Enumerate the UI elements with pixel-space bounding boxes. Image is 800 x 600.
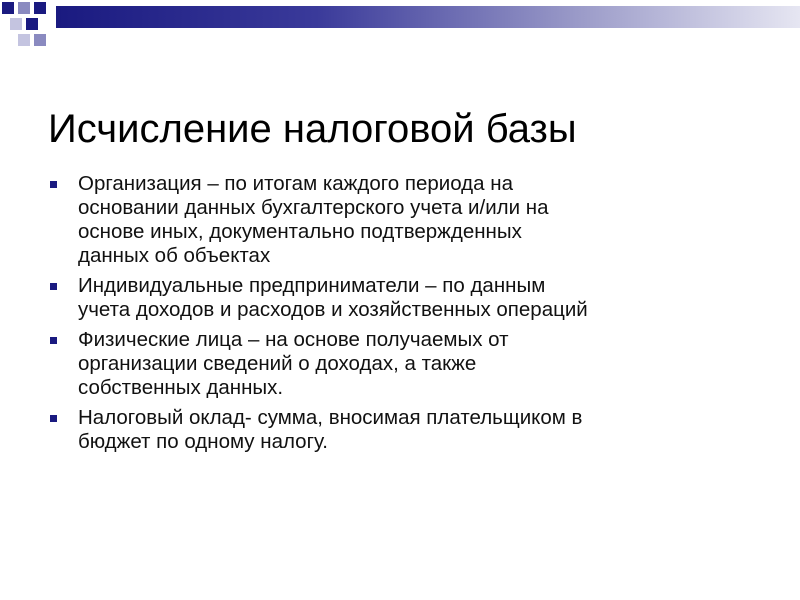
bullet-line: данных об объектах	[78, 244, 271, 267]
decor-square-7	[34, 34, 46, 46]
decor-square-1	[2, 2, 14, 14]
slide-title: Исчисление налоговой базы	[48, 106, 577, 151]
bullet-line: основании данных бухгалтерского учета и/или на	[78, 196, 549, 219]
bullet-line: Организация – по итогам каждого периода на	[78, 172, 513, 195]
bullet-line: собственных данных.	[78, 376, 284, 399]
bullet-line: Налоговый оклад- сумма, вносимая плательщиком в	[78, 406, 583, 429]
square-bullet-icon	[50, 283, 57, 290]
header-gradient-bar	[56, 6, 800, 28]
decor-square-3	[34, 2, 46, 14]
bullet-item	[48, 172, 768, 268]
decor-square-4	[10, 18, 22, 30]
bullet-line: Физические лица – на основе получаемых от	[78, 328, 509, 351]
decor-square-2	[18, 2, 30, 14]
bullet-line: организации сведений о доходах, а также	[78, 352, 477, 375]
bullet-item	[48, 328, 768, 400]
bullet-item	[48, 406, 768, 454]
bullet-line: бюджет по одному налогу.	[78, 430, 328, 453]
square-bullet-icon	[50, 181, 57, 188]
decor-square-6	[18, 34, 30, 46]
bullet-line: учета доходов и расходов и хозяйственных операций	[78, 298, 588, 321]
bullet-line: основе иных, документально подтвержденных	[78, 220, 522, 243]
square-bullet-icon	[50, 415, 57, 422]
decor-square-5	[26, 18, 38, 30]
bullet-line: Индивидуальные предприниматели – по данным	[78, 274, 546, 297]
square-bullet-icon	[50, 337, 57, 344]
bullet-list	[48, 172, 768, 460]
bullet-item	[48, 274, 768, 322]
